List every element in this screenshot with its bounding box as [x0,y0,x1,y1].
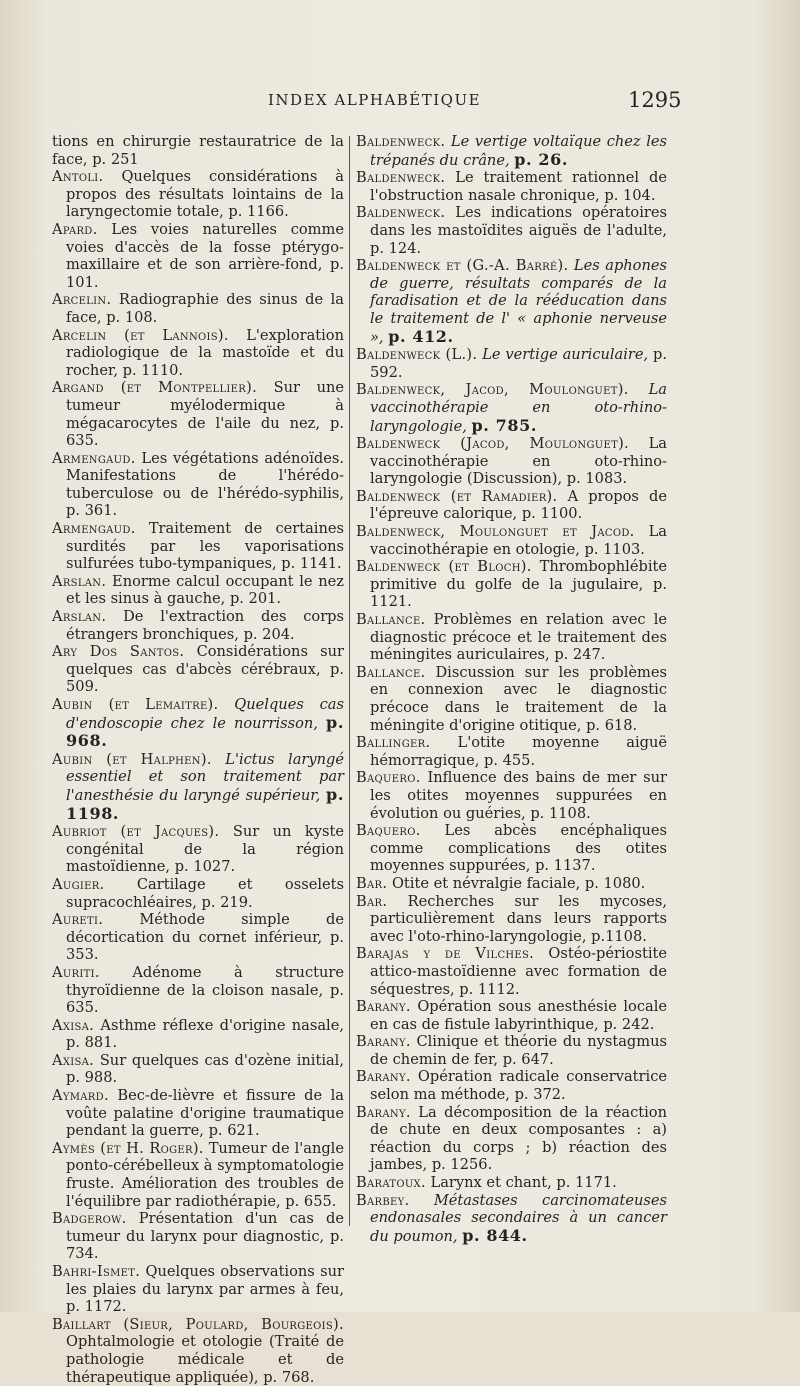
entry-author: Baillart (Sieur, Poulard, Bourgeois). [52,1315,344,1333]
entry-page-ref: p. 988. [66,1069,118,1087]
entry-author: Ballance. [356,663,426,681]
entry-page-ref: p. 1083. [566,470,628,488]
index-entry [52,911,344,964]
index-entry [52,291,344,326]
entry-page-ref: p. 361. [66,502,118,520]
index-entry [356,822,667,875]
index-entry [52,1210,344,1263]
entry-page-ref: p. 635. [66,981,344,1017]
index-entry [52,327,344,380]
entry-title: Méthode simple de décortication du cornet inférieur, [66,911,344,946]
entry-title: La vaccinothérapie en otologie, [370,523,667,558]
entry-author: Baldenweck (et Ramadier). [356,487,558,505]
entry-title: Présentation d'un cas de tumeur du larynx pour diagnostic, [66,1210,344,1245]
entry-author: Barbey. [356,1191,410,1209]
index-entry [356,133,667,169]
index-entry [356,664,667,734]
index-entry [52,221,344,291]
entry-page-ref: p. 1172. [66,1298,127,1316]
entry-author: Ary Dos Santos. [52,643,185,661]
entry-author: Baratoux. [356,1174,426,1192]
entry-author: Baldenweck (et Bloch). [356,558,532,576]
entry-page-ref: p. 1027. [174,858,236,876]
index-entry [52,696,344,751]
entry-title: Clinique et théorie du nystagmus de chemin de fer, [370,1033,667,1068]
entry-title: Tumeur de l'angle ponto-cérébelleux à symptomatologie fruste. Amélioration des troubles de l'équilibre par radiothérapie, [66,1139,344,1210]
index-entry [356,611,667,664]
right-column [356,133,667,1245]
entry-title: Asthme réflexe d'origine nasale, [94,1016,344,1034]
entry-title: Quelques observations sur les plaies du larynx par armes à feu, [66,1263,344,1298]
entry-title: L'ictus laryngé essentiel et son traitement par l'anesthésie du laryngé supérieur, [66,750,344,804]
entry-title: Influence des bains de mer sur les otites moyennes suppurées en évolution ou guéries, [370,769,667,822]
entry-author: Arslan. [52,572,107,590]
entry-page-ref: p. 844. [462,1225,528,1245]
entry-author: Bahri-Ismet. [52,1263,141,1280]
entry-page-ref: p. 104. [604,186,656,204]
index-entry [52,608,344,643]
index-entry [356,1174,667,1192]
entry-title: Opération radicale conservatrice selon ma méthode, [370,1068,667,1104]
entry-author: Baquero. [356,769,421,787]
entry-page-ref: p. 734. [66,1227,344,1263]
index-entry [52,520,344,573]
entry-title: L'exploration radiologique de la mastoïde et du rocher, [66,326,344,379]
index-entry [52,379,344,449]
entry-author: Bar. [356,892,388,910]
index-entry [356,523,667,558]
entry-title: Quelques considérations à propos des résultats lointains de la laryngectomie totale, [66,168,344,221]
index-entry [356,169,667,204]
index-entry [356,1104,667,1174]
index-entry [52,168,344,221]
entry-title: Larynx et chant, [425,1174,557,1192]
index-entry [356,381,667,435]
index-entry [356,204,667,257]
index-entry [356,558,667,611]
entry-page-ref: p. 1171. [556,1174,617,1192]
entry-author: Baquero. [356,822,421,840]
entry-page-ref: p. 655. [285,1192,337,1210]
entry-page-ref: p. 219. [201,893,253,911]
entry-title: Les indications opératoires dans les mastoïdites aiguës de l'adulte, [370,204,667,239]
entry-page-ref: p. 201. [229,590,282,608]
entry-page-ref: p. 372. [514,1086,566,1104]
entry-title: Bec-de-lièvre et fissure de la voûte palatine d'origine traumatique pendant la guerre, [66,1087,344,1140]
index-entry [52,1263,344,1316]
entry-title: Discussion sur les problèmes en connexion avec le diagnostic précoce dans le traitement de la méningite d'origine otitique, [370,663,667,734]
index-entry [52,1017,344,1052]
page-header [0,88,800,118]
entry-title: Quelques cas d'endoscopie chez le nourrisson, [66,696,344,732]
entry-page-ref: p. 647. [502,1050,554,1068]
entry-title: Enorme calcul occupant le nez et les sinus à gauche, [66,572,344,608]
index-entry [52,450,344,520]
entry-author: Armengaud. [52,520,136,538]
entry-title: tions en chirurgie restauratrice de la face, [52,133,344,168]
entry-page-ref: p. 1103. [584,540,645,558]
entry-page-ref: p. 1137. [535,857,596,875]
entry-page-ref: p. 592. [370,346,667,381]
entry-author: Barany. [356,1103,411,1121]
index-entry [356,875,667,893]
entry-page-ref: p. 881. [66,1034,118,1052]
index-entry [52,133,344,168]
entry-page-ref: p. 1080. [584,874,646,892]
entry-page-ref: p. 108. [106,308,158,326]
entry-page-ref: p. 509. [66,660,344,696]
entry-page-ref: p. 635. [66,414,344,450]
entry-author: Barany. [356,1033,411,1051]
entry-title: Thrombophlébite primitive du golfe de la jugulaire, [370,558,667,593]
index-entry [356,257,667,346]
entry-author: Axisa. [52,1016,95,1034]
entry-title: Les végétations adénoïdes. Manifestations de l'hérédo-tuberculose ou de l'hérédo-syphilis, [66,449,344,502]
column-divider [349,136,350,1226]
entry-page-ref: p. 1166. [228,203,289,221]
entry-author: Baldenweck. [356,204,446,222]
entry-author: Arcelin. [52,291,112,309]
entry-title: Adénome à structure thyroïdienne de la cloison nasale, [66,963,344,999]
entry-author: Aubin (et Lemaitre). [52,696,219,713]
entry-author: Baldenweck (Jacod, Moulonguet). [356,435,629,453]
entry-page-ref: p. 1108. [530,804,591,822]
index-entry [52,573,344,608]
entry-title: Le vertige voltaïque chez les trépanés du crâne, [370,133,667,169]
entry-title: La vaccinothérapie en oto-rhino-laryngologie (Discussion), [370,435,667,488]
entry-author: Apard. [52,220,98,238]
entry-author: Arslan. [52,608,107,626]
entry-page-ref: p. 785. [471,415,537,435]
entry-page-ref: p. 455. [483,751,536,769]
index-entry [356,998,667,1033]
entry-author: Aymès (et H. Roger). [52,1139,204,1157]
page-number: 1295 [628,88,682,112]
entry-page-ref: p. 26. [514,149,568,169]
entry-author: Aureti. [52,911,104,929]
entry-page-ref: p. 618. [586,716,638,734]
index-entry [52,1316,344,1386]
entry-title: L'otite moyenne aiguë hémorragique, [370,734,667,769]
index-entry [356,346,667,381]
entry-page-ref: p. 968. [66,712,344,751]
entry-page-ref: p. 247. [554,646,606,664]
entry-title: Considérations sur quelques cas d'abcès cérébraux, [66,643,345,678]
entry-author: Baldenweck et (G.-A. Barré). [356,257,569,275]
entry-author: Armengaud. [52,449,136,467]
entry-title: Les voies naturelles comme voies d'accès de la fosse ptérygo-maxillaire et de son arrière-fond, [66,220,344,274]
entry-page-ref: p. 101. [66,256,344,291]
entry-author: Aubin (et Halphen). [52,750,212,768]
entry-page-ref: p. 124. [370,239,422,257]
left-column [52,133,344,1386]
entry-page-ref: p. 1112. [459,980,520,998]
entry-title: Sur quelques cas d'ozène initial, [94,1051,344,1069]
entry-page-ref: p. 251 [92,150,139,168]
entry-page-ref: p. 353. [66,928,344,964]
entry-page-ref: p. 1198. [66,784,344,823]
index-entry [356,488,667,523]
index-entry [52,1087,344,1140]
entry-title: Ophtalmologie et otologie (Traité de pathologie médicale et de thérapeutique appliquée), [66,1333,344,1386]
entry-author: Badgerow. [52,1210,127,1228]
index-entry [356,1192,667,1246]
running-title: INDEX ALPHABÉTIQUE [268,91,482,109]
entry-page-ref: p. 1256. [431,1156,493,1174]
index-entry [356,1068,667,1103]
entry-title: Opération sous anesthésie locale en cas de fistule labyrinthique, [370,998,667,1033]
index-entry [52,964,344,1017]
index-entry [52,876,344,911]
index-entry [52,1052,344,1087]
entry-title: De l'extraction des corps étrangers bronchiques, [66,608,344,643]
entry-author: Aymard. [52,1087,109,1105]
entry-title: Le vertige auriculaire, [477,346,654,364]
entry-title: Le traitement rationnel de l'obstruction nasale chronique, [370,169,667,204]
entry-author: Ballinger. [356,734,431,752]
index-entry [356,893,667,946]
entry-author: Barajas y de Vilches. [356,945,535,963]
entry-title: Métastases carcinomateuses endonasales secondaires à un cancer du poumon, [370,1191,667,1245]
entry-title: Otite et névralgie faciale, [387,874,585,892]
entry-page-ref: p. 1100. [521,505,583,523]
entry-title: Sur une tumeur myélodermique à mégacarocytes de l'aile du nez, [66,379,344,432]
entry-author: Barany. [356,998,411,1016]
entry-title: Sur un kyste congénital de la région mastoïdienne, [66,823,344,876]
entry-title: La décomposition de la réaction de chute en deux composantes : a) réaction du corps ; b) réaction des jambes, [370,1103,667,1174]
entry-page-ref: p. 242. [603,1015,655,1033]
entry-author: Antoli. [52,168,104,186]
entry-title: Traitement de certaines surdités par les vaporisations sulfurées tubo-tympaniques, [66,520,344,573]
entry-page-ref: p. 1110. [122,361,184,379]
entry-title: La vaccinothérapie en oto-rhino-laryngologie, [370,381,667,435]
entry-author: Aubriot (et Jacques). [52,823,220,841]
entry-title: Ostéo-périostite attico-mastoïdienne avec formation de séquestres, [370,945,667,998]
entry-author: Auriti. [52,963,100,981]
entry-author: Bar. [356,874,388,892]
entry-title: Problèmes en relation avec le diagnostic précoce et le traitement des méningites auriculaires, [370,611,667,664]
entry-page-ref: p. 1141. [281,555,342,573]
entry-page-ref: p. 412. [388,326,454,346]
entry-title: Les aphones de guerre, résultats comparés de la faradisation et de la rééducation dans le traitement de l' « aphonie nerveuse », [370,257,667,346]
index-entry [52,643,344,696]
entry-page-ref: p. 204. [243,625,295,643]
entry-author: Baldenweck, Moulonguet et Jacod. [356,523,635,541]
entry-author: Baldenweck (L.). [356,346,478,364]
index-entry [356,435,667,488]
entry-author: Augier. [52,875,105,893]
index-entry [52,1140,344,1210]
entry-title: Radiographie des sinus de la face, [66,291,344,326]
entry-title: Cartilage et osselets supracochléaires, [66,875,344,911]
index-entry [356,734,667,769]
entry-author: Argand (et Montpellier). [52,379,258,397]
index-entry [52,823,344,876]
index-entry [52,751,344,823]
entry-author: Baldenweck. [356,133,446,150]
entry-page-ref: p. 621. [208,1122,260,1140]
index-entry [356,1033,667,1068]
entry-page-ref: p. 1121. [370,575,667,611]
entry-author: Axisa. [52,1051,95,1069]
entry-title: A propos de l'épreuve calorique, [370,487,667,523]
index-entry [356,945,667,998]
entry-title: Recherches sur les mycoses, particulièrement dans leurs rapports avec l'oto-rhino-laryngologie, [370,892,667,945]
entry-page-ref: p.1108. [591,927,647,945]
entry-author: Arcelin (et Lannois). [52,326,229,344]
entry-author: Baldenweck, Jacod, Moulonguet). [356,381,629,399]
entry-author: Ballance. [356,611,426,629]
entry-page-ref: p. 768. [263,1368,315,1386]
entry-author: Baldenweck. [356,169,446,187]
index-entry [356,769,667,822]
entry-author: Barany. [356,1068,411,1086]
entry-title: Les abcès encéphaliques comme complications des otites moyennes suppurées, [370,822,667,875]
